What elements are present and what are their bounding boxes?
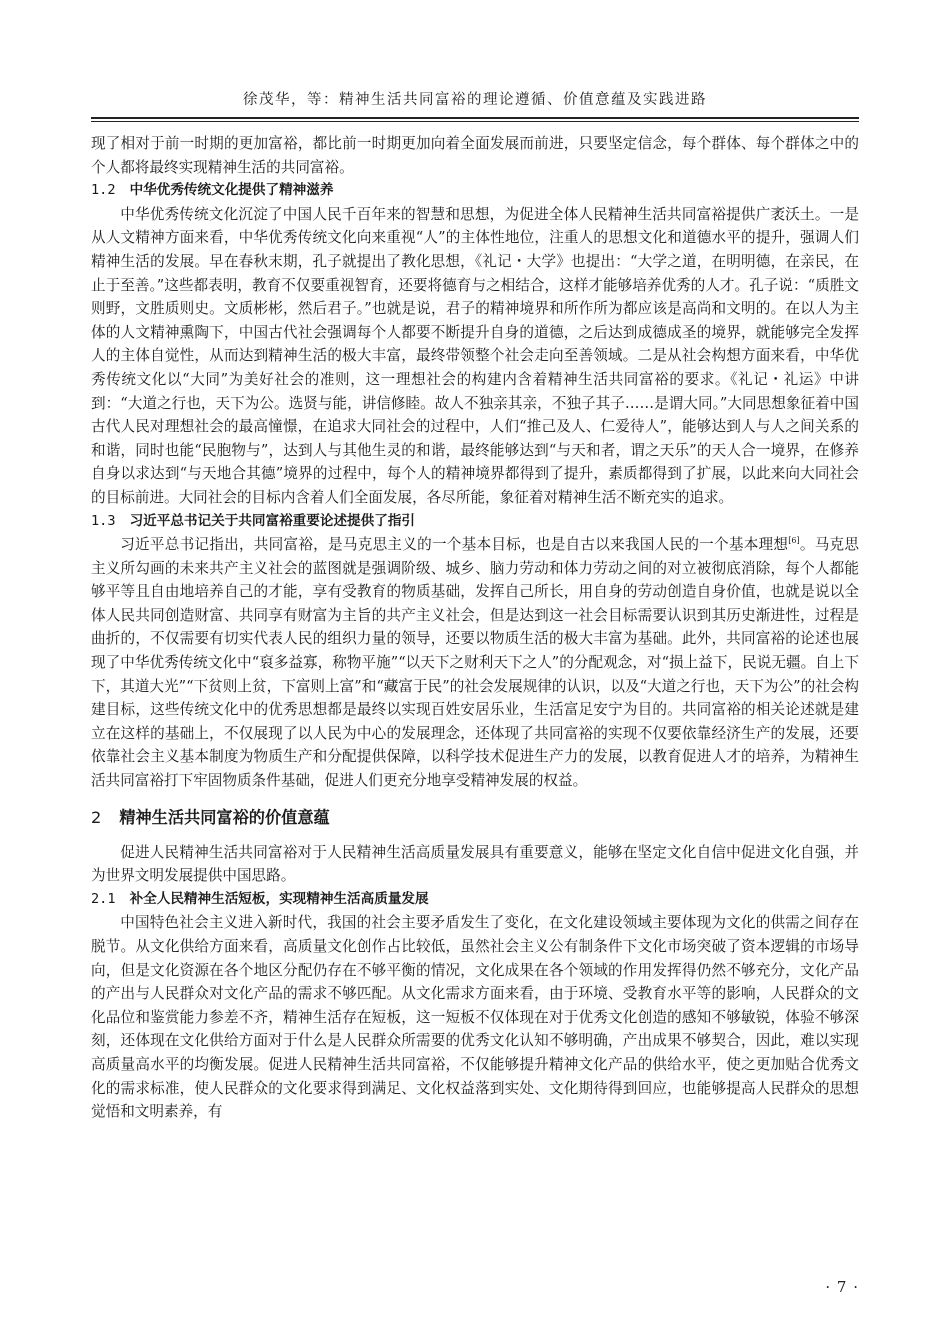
subsection-heading-1-2 bbox=[91, 179, 859, 203]
subsection-number: 1.3 bbox=[91, 512, 116, 529]
paragraph-1-2: 中华优秀传统文化沉淀了中国人民千百年来的智慧和思想，为促进全体人民精神生活共同富裕提供广袤沃土。一是从人文精神方面来看，中华优秀传统文化向来重视“人”的主体性地位，注重人的思想文化和道德水平的提升，强调人们精神生活的发展。早在春秋末期，孔子就提出了教化思想，《礼记・大学》也提出：“大学之道，在明明德，在亲民，在止于至善。”这些都表明，教育不仅要重视智育，还要将德育与之相结合，这样才能够培养优秀的人才。孔子说：“质胜文则野，文胜质则史。文质彬彬，然后君子。”也就是说，君子的精神境界和所作所为都应该是高尚和文明的。在以人为主体的人文精神熏陶下，中国古代社会强调每个人都要不断提升自身的道德，之后达到成德成圣的境界，就能够完全发挥人的主体自觉性，从而达到精神生活的极大丰富，最终带领整个社会走向至善领域。二是从社会构想方面来看，中华优秀传统文化以“大同”为美好社会的准则，这一理想社会的构建内含着精神生活共同富裕的要求。《礼记・礼运》中讲到：“大道之行也，天下为公。选贤与能，讲信修睦。故人不独亲其亲，不独子其子……是谓大同。”大同思想象征着中国古代人民对理想社会的最高憧憬，在追求大同社会的过程中，人们“推己及人、仁爱待人”，能够达到人与人之间关系的和谐，同时也能“民胞物与”，达到人与其他生灵的和谐，最终能够达到“与天和者，谓之天乐”的天人合一境界，在修养自身以求达到“与天地合其德”境界的过程中，每个人的精神境界都得到了提升，素质都得到了扩展，以此来向大同社会的目标前进。大同社会的目标内含着人们全面发展，各尽所能，象征着对精神生活不断充实的追求。 bbox=[91, 205, 859, 506]
subsection-number: 2.1 bbox=[91, 890, 116, 907]
subsection-title: 中华优秀传统文化提供了精神滋养 bbox=[129, 182, 334, 199]
subsection-heading-2-1 bbox=[91, 888, 859, 912]
paragraph-text: 习近平总书记指出，共同富裕，是马克思主义的一个基本目标，也是自古以来我国人民的一个基本理想 bbox=[120, 536, 789, 554]
paragraph-text: 。马克思主义所勾画的未来共产主义社会的蓝图就是强调阶级、城乡、脑力劳动和体力劳动之间的对立被彻底消除，每个人都能够平等且自由地培养自己的才能，享有受教育的物质基础，发挥自己所长，用自身的劳动创造自身价值，也就是说以全体人民共同创造财富、共同享有财富为主旨的共产主义社会，但是达到这一社会目标需要认识到其历史渐进性，过程是曲折的，不仅需要有切实代表人民的组织力量的领导，还要以物质生活的极大丰富为基础。此外，共同富裕的论述也展现了中华优秀传统文化中“裒多益寡，称物平施”“以天下之财利天下之人”的分配观念，对“损上益下，民说无疆。自上下下，其道大光”“下贫则上贫，下富则上富”和“藏富于民”的社会发展规律的认识，以及“大道之行也，天下为公”的社会构建目标，这些传统文化中的优秀思想都是最终以实现百姓安居乐业，生活富足安宁为目的。共同富裕的相关论述就是建立在这样的基础上，不仅展现了以人民为中心的发展理念，还体现了共同富裕的实现不仅要依靠经济生产的发展，还要依靠社会主义基本制度为物质生产和分配提供保障，以科学技术促进生产力的发展，以教育促进人才的培养，为精神生活共同富裕打下牢固物质条件基础，促进人们更充分地享受精神发展的权益。 bbox=[91, 536, 859, 790]
article-body bbox=[91, 132, 859, 1124]
header-rule-thick bbox=[91, 117, 859, 119]
subsection-title: 习近平总书记关于共同富裕重要论述提供了指引 bbox=[129, 512, 416, 529]
section-number: 2 bbox=[91, 807, 102, 827]
paragraph-2-intro: 促进人民精神生活共同富裕对于人民精神生活高质量发展具有重要意义，能够在坚定文化自信中促进文化自强，并为世界文明发展提供中国思路。 bbox=[91, 843, 859, 885]
journal-page bbox=[91, 86, 859, 1124]
running-header: 徐茂华，等：精神生活共同富裕的理论遵循、价值意蕴及实践进路 bbox=[243, 92, 707, 108]
citation-ref[interactable]: [6] bbox=[788, 536, 800, 546]
section-title: 精神生活共同富裕的价值意蕴 bbox=[119, 807, 330, 827]
subsection-title: 补全人民精神生活短板，实现精神生活高质量发展 bbox=[129, 890, 429, 907]
paragraph-1-3 bbox=[91, 533, 859, 793]
page-number: · 7 · bbox=[825, 1278, 859, 1296]
subsection-number: 1.2 bbox=[91, 182, 116, 199]
continued-paragraph: 现了相对于前一时期的更加富裕，都比前一时期更加向着全面发展而前进，只要坚定信念，每个群体、每个群体之中的个人都将最终实现精神生活的共同富裕。 bbox=[91, 135, 859, 176]
paragraph-2-1: 中国特色社会主义进入新时代，我国的社会主要矛盾发生了变化，在文化建设领域主要体现为文化的供需之间存在脱节。从文化供给方面来看，高质量文化创作占比较低，虽然社会主义公有制条件下文化市场突破了资本逻辑的市场导向，但是文化资源在各个地区分配仍存在不够平衡的情况，文化成果在各个领域的作用发挥得仍然不够充分，文化产品的产出与人民群众对文化产品的需求不够匹配。从文化需求方面来看，由于环境、受教育水平等的影响，人民群众的文化品位和鉴赏能力参差不齐，精神生活存在短板，这一短板不仅体现在对于优秀文化创造的感知不够敏锐，体验不够深刻，还体现在文化供给方面对于什么是人民群众所需要的优秀文化认知不够明确，产出成果不够契合，因此，难以实现高质量高水平的均衡发展。促进人民精神生活共同富裕，不仅能够提升精神文化产品的供给水平，使之更加贴合优秀文化的需求标准，使人民群众的文化要求得到满足、文化权益落到实处、文化期待得到回应，也能够提高人民群众的思想觉悟和文明素养，有 bbox=[91, 914, 859, 1121]
section-heading-2 bbox=[91, 805, 859, 831]
subsection-heading-1-3 bbox=[91, 510, 859, 534]
header-rule-thin bbox=[91, 121, 859, 122]
